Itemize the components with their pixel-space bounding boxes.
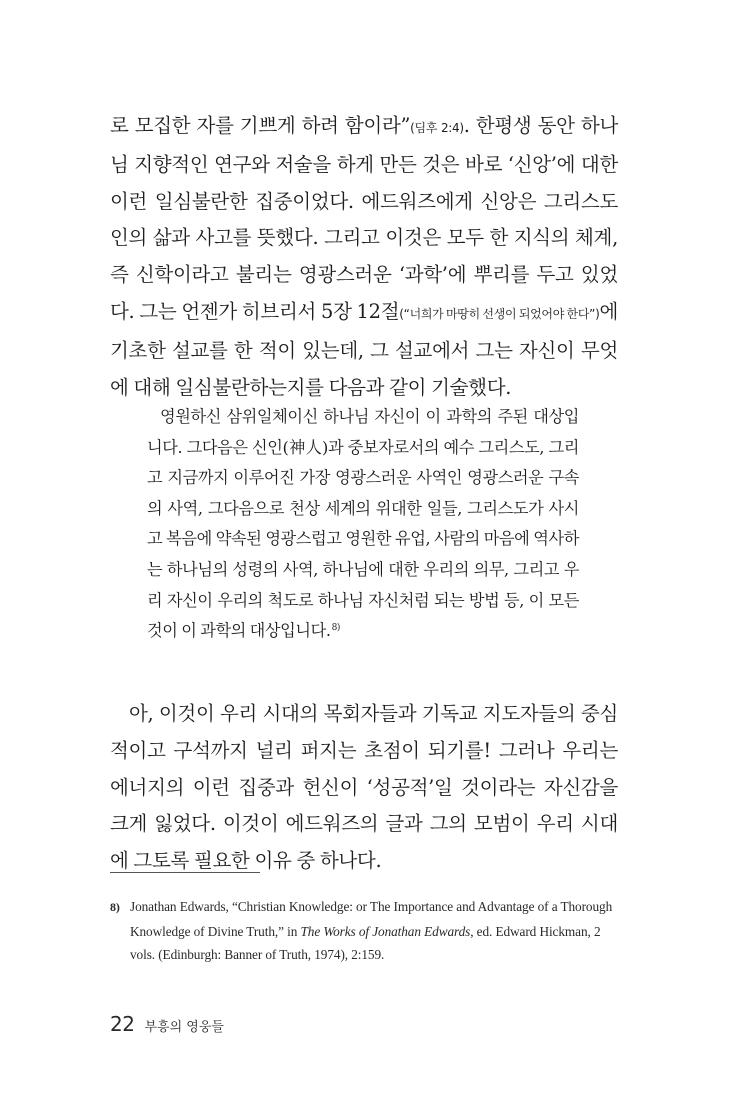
- page-number: 22: [110, 1012, 135, 1036]
- paragraph-1: [110, 108, 618, 406]
- running-book-title: 부흥의 영웅들: [144, 1020, 224, 1035]
- paragraph-1-text-end: 에 기초한 설교를 한 적이 있는데, 그 설교에서 그는 자신이 무엇에 대해 일심불란하는지를 다음과 같이 기술했다.: [110, 299, 618, 399]
- paragraph-1-text-cont: . 한평생 동안 하나님 지향적인 연구와 저술을 하게 만든 것은 바로 ‘신앙’에 대한 이런 일심불란한 집중이었다. 에드워즈에게 신앙은 그리스도인의 삶과 사고를 뜻했다. 그리고 이것은 모두 한 지식의 체계, 즉 신학이라고 불리는 영광스러운 ‘과학’에 뿌리를 두고 있었다. 그는 언젠가 히브리서 5장 12절: [110, 114, 618, 323]
- page-footer: [110, 1012, 224, 1036]
- paragraph-2: [110, 696, 618, 880]
- footnote-marker: 8): [110, 900, 120, 914]
- footnote-text-end: , ed. Edward Hickman, 2 vols. (Edinburgh: Banner of Truth, 1974), 2:159.: [130, 923, 601, 962]
- footnote-reference: 8): [331, 622, 341, 633]
- footnote-divider: [110, 872, 260, 873]
- block-quote: [147, 402, 579, 647]
- paragraph-1-text: 로 모집한 자를 기쁘게 하려 함이라”: [110, 114, 411, 137]
- footnote-book-title: The Works of Jonathan Edwards: [300, 923, 471, 939]
- footnote: [110, 895, 618, 967]
- verse-quote-citation: (“너희가 마땅히 선생이 되었어야 한다”): [399, 306, 600, 321]
- paragraph-2-text: 아, 이것이 우리 시대의 목회자들과 기독교 지도자들의 중심적이고 구석까지 널리 퍼지는 초점이 되기를! 그러나 우리는 에너지의 이런 집중과 헌신이 ‘성공적’일 것이라는 자신감을 크게 잃었다. 이것이 에드워즈의 글과 그의 모범이 우리 시대에 그토록 필요한 이유 중 하나다.: [110, 702, 618, 873]
- scripture-citation: (딤후 2:4): [410, 121, 464, 135]
- footnote-text: Jonathan Edwards, “Christian Knowledge: or The Importance and Advantage of a Thorough Knowledge of Divine Truth,” in: [130, 899, 613, 939]
- block-quote-text: 영원하신 삼위일체이신 하나님 자신이 이 과학의 주된 대상입니다. 그다음은 신인(神人)과 중보자로서의 예수 그리스도, 그리고 지금까지 이루어진 가장 영광스러운 사역인 영광스러운 구속의 사역, 그다음으로 천상 세계의 위대한 일들, 그리스도가 사시고 복음에 약속된 영광스럽고 영원한 유업, 사람의 마음에 역사하는 하나님의 성령의 사역, 하나님에 대한 우리의 의무, 그리고 우리 자신이 우리의 척도로 하나님 자신처럼 되는 방법 등, 이 모든 것이 이 과학의 대상입니다.: [147, 407, 579, 641]
